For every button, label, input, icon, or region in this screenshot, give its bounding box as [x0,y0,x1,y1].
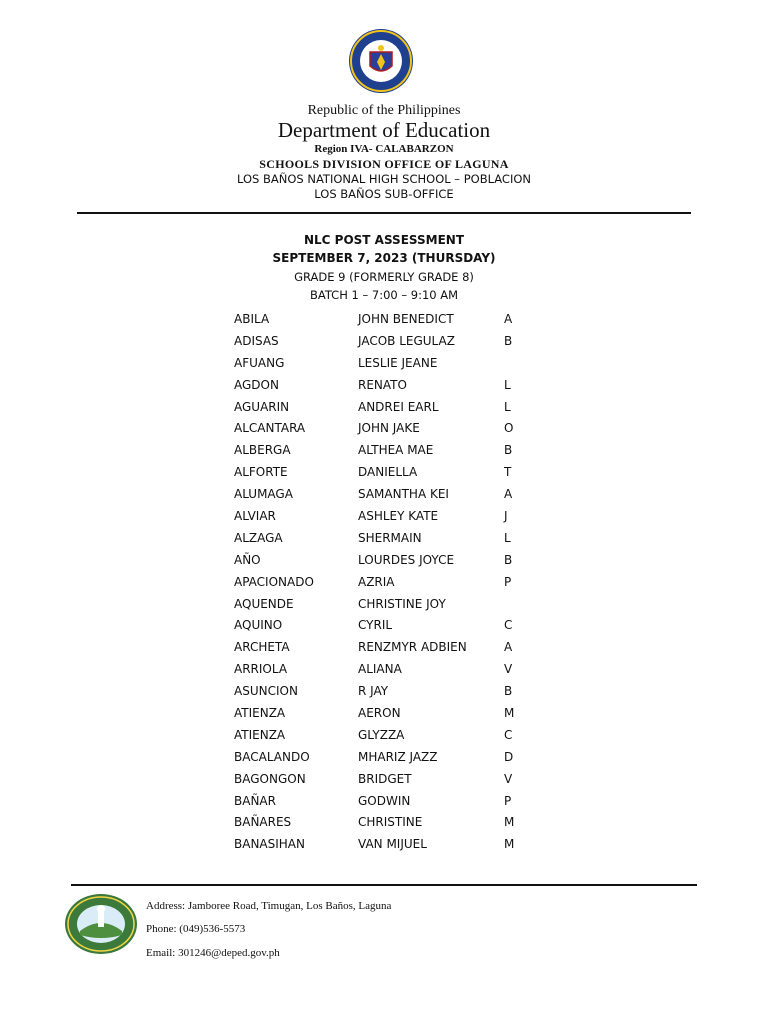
assessment-title: NLC POST ASSESSMENT [303,233,465,247]
student-section-mark: V [504,662,513,677]
assessment-date: SEPTEMBER 7, 2023 (THURSDAY) [272,251,496,265]
student-last-name: BANASIHAN [234,837,305,852]
student-first-name: MHARIZ JAZZ [358,749,438,764]
school-logo-icon [64,893,138,955]
assessment-batch: BATCH 1 – 7:00 – 9:10 AM [309,288,459,302]
student-section-mark: J [504,509,508,524]
student-first-name: RENZMYR ADBIEN [358,640,467,655]
footer-email: Email: 301246@deped.gov.ph [146,947,280,959]
student-first-name: LESLIE JEANE [358,355,438,370]
footer-address: Address: Jamboree Road, Timugan, Los Baños, Laguna [146,900,392,912]
student-first-name: CHRISTINE JOY [358,596,446,611]
student-first-name: RENATO [358,377,407,392]
header-divider [77,212,691,214]
student-first-name: GLYZZA [358,727,405,742]
student-section-mark: L [504,399,511,414]
footer-divider [71,884,697,886]
student-last-name: AÑO [234,552,261,567]
student-section-mark: O [504,421,514,436]
student-last-name: ABILA [234,312,270,326]
footer-phone: Phone: (049)536-5573 [146,923,246,935]
student-first-name: AZRIA [358,574,395,589]
student-last-name: AQUENDE [234,596,294,611]
student-last-name: AQUINO [234,618,283,633]
student-first-name: JACOB LEGULAZ [358,333,455,348]
student-section-mark: B [504,443,513,458]
student-last-name: BAÑAR [234,793,276,808]
student-last-name: BAÑARES [234,815,292,830]
student-last-name: ALUMAGA [234,487,293,502]
student-section-mark: C [504,618,513,633]
student-first-name: LOURDES JOYCE [358,552,455,567]
student-first-name: AERON [358,706,401,721]
student-section-mark: A [504,487,513,502]
division-line: SCHOOLS DIVISION OFFICE OF LAGUNA [259,157,509,171]
student-last-name: ALBERGA [234,443,291,458]
student-first-name: JOHN JAKE [358,421,420,436]
student-first-name: CYRIL [358,618,393,633]
student-last-name: ALVIAR [234,509,276,524]
school-line: LOS BAÑOS NATIONAL HIGH SCHOOL – POBLACION [236,172,532,186]
student-first-name: ALIANA [358,662,402,677]
student-last-name: ASUNCION [234,684,298,699]
student-section-mark: B [504,552,513,567]
student-last-name: APACIONADO [234,574,314,589]
student-section-mark: M [504,837,515,852]
student-first-name: ANDREI EARL [358,399,439,414]
student-section-mark: M [504,706,515,721]
republic-line: Republic of the Philippines [307,103,461,118]
student-last-name: ALFORTE [234,465,288,480]
student-first-name: BRIDGET [358,771,412,786]
student-section-mark: B [504,333,513,348]
student-section-mark: T [504,465,512,480]
student-section-mark: V [504,771,513,786]
student-last-name: ADISAS [234,333,279,348]
student-first-name: CHRISTINE [358,815,423,830]
student-first-name: VAN MIJUEL [358,837,427,852]
student-section-mark: M [504,815,515,830]
student-last-name: AGUARIN [234,399,290,414]
student-last-name: ALCANTARA [234,421,306,436]
student-first-name: GODWIN [358,793,411,808]
student-first-name: R JAY [358,684,389,699]
student-last-name: AGDON [234,377,279,392]
student-section-mark: D [504,749,514,764]
region-line: Region IVA- CALABARZON [314,143,454,155]
assessment-grade: GRADE 9 (FORMERLY GRADE 8) [294,270,474,284]
department-title: Department of Education [277,118,491,142]
student-last-name: BACALANDO [234,749,310,764]
student-first-name: DANIELLA [358,465,418,480]
student-last-name: ARCHETA [234,640,290,655]
deped-seal-icon [348,28,414,94]
student-last-name: BAGONGON [234,771,306,786]
student-section-mark: L [504,530,511,545]
student-section-mark: A [504,312,513,326]
suboffice-line: LOS BAÑOS SUB-OFFICE [314,187,454,201]
student-first-name: ALTHEA MAE [358,443,434,458]
student-first-name: SAMANTHA KEI [358,487,449,502]
student-section-mark: L [504,377,511,392]
student-section-mark: B [504,684,513,699]
student-first-name: ASHLEY KATE [358,509,439,524]
student-section-mark: A [504,640,513,655]
student-section-mark: P [504,574,512,589]
student-first-name: JOHN BENEDICT [358,312,454,326]
student-last-name: ATIENZA [234,727,286,742]
student-first-name: SHERMAIN [358,530,422,545]
student-section-mark: C [504,727,513,742]
student-last-name: ARRIOLA [234,662,288,677]
student-last-name: ALZAGA [234,530,283,545]
student-section-mark: P [504,793,512,808]
student-last-name: AFUANG [234,355,285,370]
student-last-name: ATIENZA [234,706,286,721]
